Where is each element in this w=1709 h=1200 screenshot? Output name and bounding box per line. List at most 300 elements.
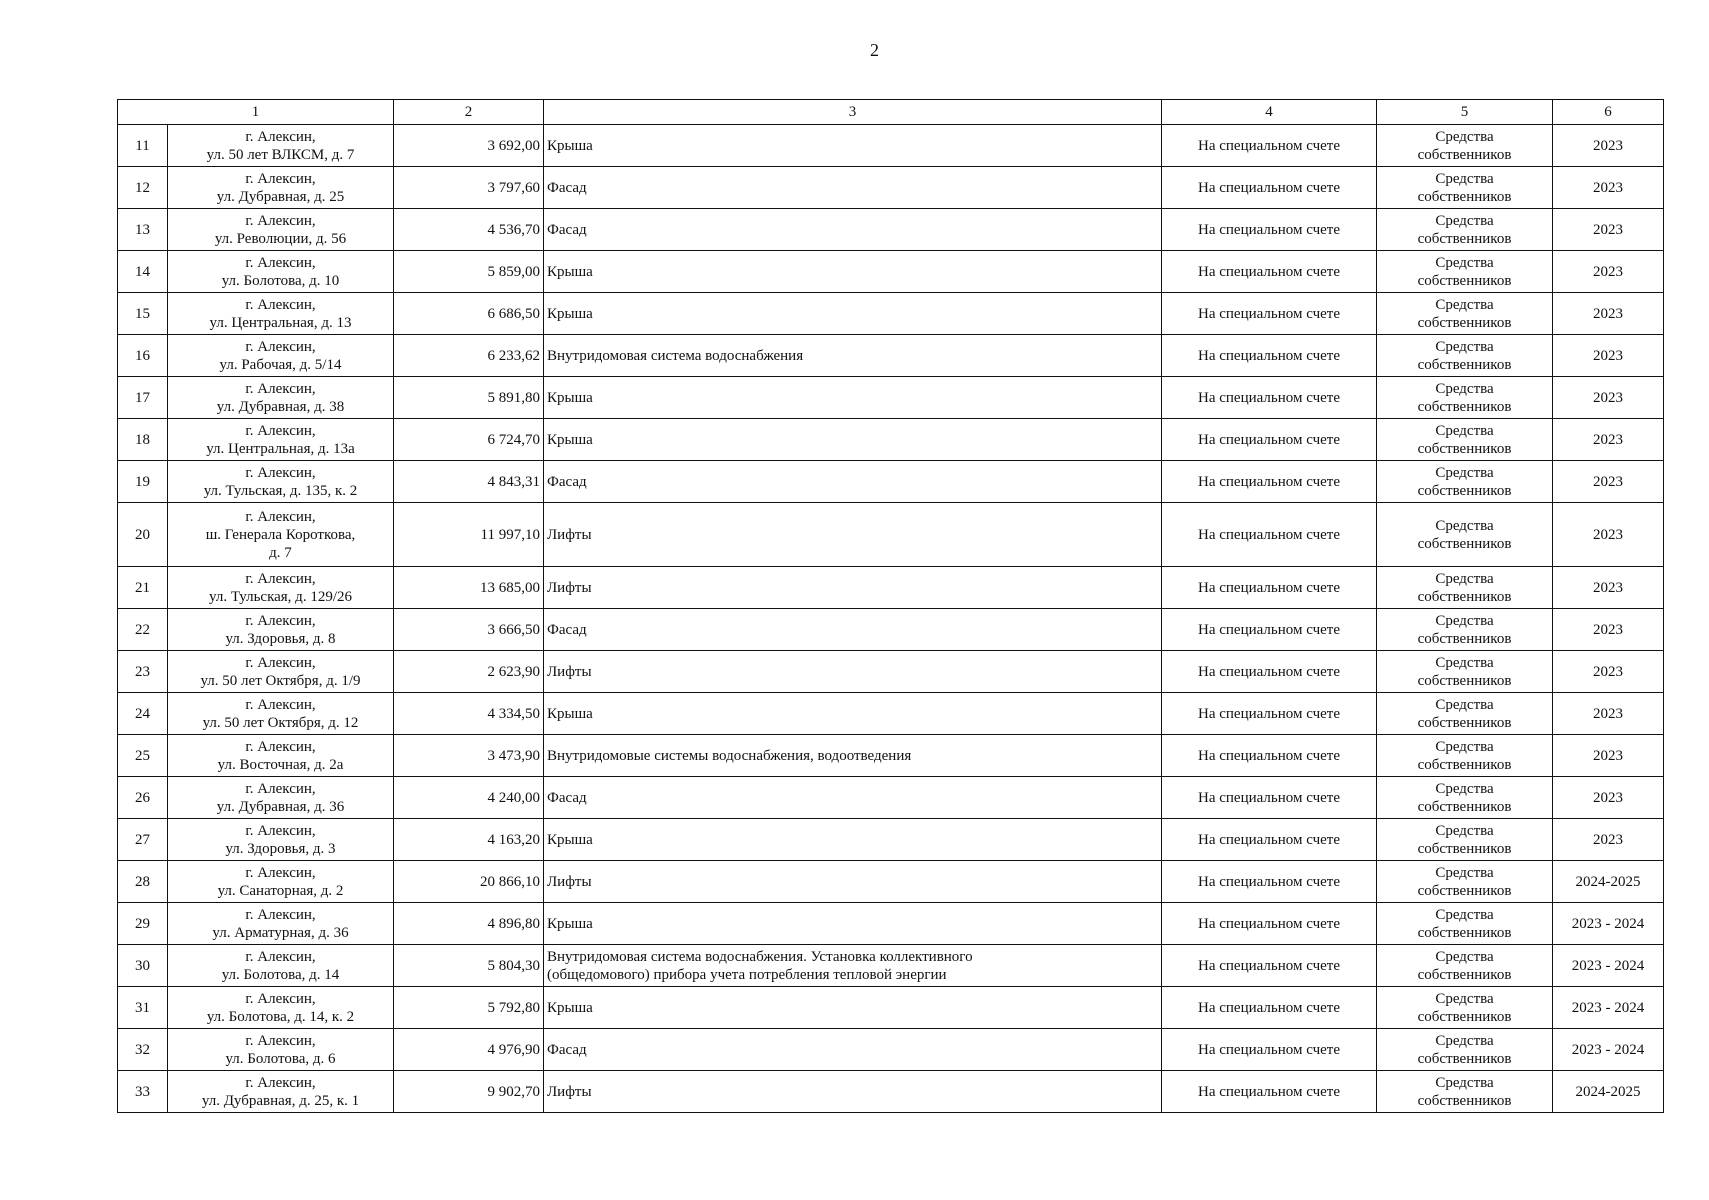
funding-source-line1: Средства: [1435, 1074, 1494, 1091]
address-city: г. Алексин,: [245, 170, 316, 187]
address-street: ул. Тульская, д. 135, к. 2: [203, 482, 358, 499]
row-number-cell: [118, 1071, 168, 1113]
row-number: 17: [135, 389, 150, 406]
funding-source-line1: Средства: [1435, 948, 1494, 965]
cost-value: 6 724,70: [487, 431, 540, 448]
work-type: Лифты: [547, 1083, 592, 1100]
work-type-cell: [544, 293, 1162, 335]
funding-source-cell: [1377, 651, 1553, 693]
fund-method-cell: [1162, 461, 1377, 503]
funding-source-line1: Средства: [1435, 464, 1494, 481]
address-cell: [168, 777, 394, 819]
row-number-cell: [118, 735, 168, 777]
work-type: Внутридомовая система водоснабжения. Установка коллективного: [547, 948, 973, 965]
year-value: 2023: [1593, 263, 1623, 280]
row-number-cell: [118, 861, 168, 903]
cost-cell: [394, 125, 544, 167]
address-city: г. Алексин,: [245, 212, 316, 229]
cost-value: 4 896,80: [487, 915, 540, 932]
cost-cell: [394, 1029, 544, 1071]
row-number-cell: [118, 293, 168, 335]
funding-source-line1: Средства: [1435, 212, 1494, 229]
address-street: ул. Тульская, д. 129/26: [209, 588, 352, 605]
address-city: г. Алексин,: [245, 906, 316, 923]
table-row: [118, 819, 1664, 861]
row-number-cell: [118, 651, 168, 693]
year-cell: [1553, 819, 1664, 861]
row-number-cell: [118, 945, 168, 987]
year-cell: [1553, 293, 1664, 335]
funding-source-line1: Средства: [1435, 1032, 1494, 1049]
year-cell: [1553, 167, 1664, 209]
column-number-row: [118, 100, 1664, 125]
work-type: Крыша: [547, 915, 593, 932]
cost-value: 5 804,30: [487, 957, 540, 974]
address-cell: [168, 377, 394, 419]
year-cell: [1553, 461, 1664, 503]
year-value: 2023 - 2024: [1571, 915, 1645, 932]
cost-cell: [394, 377, 544, 419]
row-number-cell: [118, 209, 168, 251]
cost-value: 6 686,50: [487, 305, 540, 322]
work-type-cell: [544, 1071, 1162, 1113]
cost-value: 4 976,90: [487, 1041, 540, 1058]
row-number-cell: [118, 693, 168, 735]
work-type-cell: [544, 903, 1162, 945]
cost-value: 4 163,20: [487, 831, 540, 848]
year-cell: [1553, 1029, 1664, 1071]
year-value: 2023: [1593, 579, 1623, 596]
work-type: Фасад: [547, 221, 587, 238]
cost-cell: [394, 651, 544, 693]
cost-cell: [394, 293, 544, 335]
cost-cell: [394, 209, 544, 251]
fund-method-cell: [1162, 209, 1377, 251]
work-type-cell: [544, 777, 1162, 819]
fund-method: На специальном счете: [1197, 831, 1340, 848]
work-type-cell: [544, 567, 1162, 609]
address-cell: [168, 819, 394, 861]
address-cell: [168, 651, 394, 693]
funding-source-line1: Средства: [1435, 906, 1494, 923]
cost-value: 3 692,00: [487, 137, 540, 154]
table-row: [118, 567, 1664, 609]
work-type-cell: [544, 651, 1162, 693]
address-city: г. Алексин,: [245, 570, 316, 587]
address-city: г. Алексин,: [245, 696, 316, 713]
year-value: 2023: [1593, 305, 1623, 322]
cost-cell: [394, 419, 544, 461]
funding-source-cell: [1377, 377, 1553, 419]
address-street: ул. Центральная, д. 13: [209, 314, 352, 331]
row-number: 15: [135, 305, 150, 322]
cost-value: 2 623,90: [487, 663, 540, 680]
funding-source-cell: [1377, 777, 1553, 819]
year-cell: [1553, 251, 1664, 293]
fund-method: На специальном счете: [1197, 789, 1340, 806]
fund-method-cell: [1162, 693, 1377, 735]
work-type: Крыша: [547, 831, 593, 848]
funding-source-line2: собственников: [1417, 314, 1512, 331]
column-header-1: 1: [118, 100, 394, 125]
address-cell: [168, 903, 394, 945]
row-number: 33: [135, 1083, 150, 1100]
work-type-cell: [544, 861, 1162, 903]
cost-cell: [394, 1071, 544, 1113]
row-number: 14: [135, 263, 150, 280]
cost-cell: [394, 819, 544, 861]
address-cell: [168, 1029, 394, 1071]
fund-method-cell: [1162, 777, 1377, 819]
address-street: ул. Санаторная, д. 2: [217, 882, 344, 899]
year-cell: [1553, 419, 1664, 461]
work-type: Фасад: [547, 179, 587, 196]
year-cell: [1553, 987, 1664, 1029]
funding-source-line2: собственников: [1417, 482, 1512, 499]
address-city: г. Алексин,: [245, 1032, 316, 1049]
row-number-cell: [118, 335, 168, 377]
table-row: [118, 209, 1664, 251]
address-street: ул. Здоровья, д. 8: [225, 630, 336, 647]
fund-method-cell: [1162, 419, 1377, 461]
row-number: 24: [135, 705, 150, 722]
funding-source-line2: собственников: [1417, 672, 1512, 689]
cost-cell: [394, 945, 544, 987]
fund-method-cell: [1162, 167, 1377, 209]
cost-value: 5 792,80: [487, 999, 540, 1016]
funding-source-cell: [1377, 567, 1553, 609]
table-row: [118, 1029, 1664, 1071]
address-street: ул. Рабочая, д. 5/14: [219, 356, 342, 373]
fund-method: На специальном счете: [1197, 221, 1340, 238]
funding-source-line1: Средства: [1435, 612, 1494, 629]
table-row: [118, 461, 1664, 503]
cost-value: 9 902,70: [487, 1083, 540, 1100]
address-street: ул. 50 лет ВЛКСМ, д. 7: [206, 146, 355, 163]
year-value: 2023: [1593, 526, 1623, 543]
funding-source-cell: [1377, 861, 1553, 903]
work-type-cell: [544, 335, 1162, 377]
fund-method: На специальном счете: [1197, 347, 1340, 364]
address-street: ул. Арматурная, д. 36: [212, 924, 349, 941]
fund-method: На специальном счете: [1197, 873, 1340, 890]
year-cell: [1553, 609, 1664, 651]
year-cell: [1553, 209, 1664, 251]
table-row: [118, 1071, 1664, 1113]
funding-source-line2: собственников: [1417, 230, 1512, 247]
column-header-3: 3: [544, 100, 1162, 125]
row-number: 26: [135, 789, 150, 806]
table-row: [118, 293, 1664, 335]
funding-source-cell: [1377, 167, 1553, 209]
row-number: 12: [135, 179, 150, 196]
year-cell: [1553, 1071, 1664, 1113]
work-type-cell: [544, 251, 1162, 293]
address-city: г. Алексин,: [245, 508, 316, 525]
funding-source-line1: Средства: [1435, 738, 1494, 755]
work-type: Фасад: [547, 621, 587, 638]
cost-cell: [394, 335, 544, 377]
address-street-cont: д. 7: [269, 544, 292, 561]
row-number: 31: [135, 999, 150, 1016]
funding-source-line1: Средства: [1435, 128, 1494, 145]
funding-source-cell: [1377, 461, 1553, 503]
address-cell: [168, 693, 394, 735]
work-type: Крыша: [547, 389, 593, 406]
cost-cell: [394, 903, 544, 945]
year-value: 2023 - 2024: [1571, 1041, 1645, 1058]
funding-source-cell: [1377, 609, 1553, 651]
funding-source-line2: собственников: [1417, 146, 1512, 163]
year-value: 2023: [1593, 179, 1623, 196]
address-city: г. Алексин,: [245, 864, 316, 881]
funding-source-cell: [1377, 1071, 1553, 1113]
work-type-cell: [544, 419, 1162, 461]
year-value: 2023: [1593, 473, 1623, 490]
work-type: Внутридомовые системы водоснабжения, водоотведения: [547, 747, 912, 764]
funding-source-line1: Средства: [1435, 380, 1494, 397]
fund-method: На специальном счете: [1197, 705, 1340, 722]
funding-source-line2: собственников: [1417, 630, 1512, 647]
funding-source-line1: Средства: [1435, 517, 1494, 534]
address-city: г. Алексин,: [245, 948, 316, 965]
funding-source-line2: собственников: [1417, 588, 1512, 605]
address-city: г. Алексин,: [245, 128, 316, 145]
funding-source-cell: [1377, 209, 1553, 251]
funding-source-cell: [1377, 819, 1553, 861]
address-city: г. Алексин,: [245, 990, 316, 1007]
funding-source-cell: [1377, 293, 1553, 335]
address-cell: [168, 419, 394, 461]
address-city: г. Алексин,: [245, 338, 316, 355]
row-number-cell: [118, 377, 168, 419]
year-value: 2023: [1593, 431, 1623, 448]
repair-schedule-table: [117, 99, 1664, 1113]
work-type-cell: [544, 461, 1162, 503]
fund-method: На специальном счете: [1197, 305, 1340, 322]
funding-source-line1: Средства: [1435, 296, 1494, 313]
table-row: [118, 861, 1664, 903]
funding-source-line1: Средства: [1435, 990, 1494, 1007]
year-cell: [1553, 777, 1664, 819]
year-value: 2024-2025: [1575, 1083, 1641, 1100]
funding-source-line1: Средства: [1435, 338, 1494, 355]
address-street: ул. Болотова, д. 14: [221, 966, 340, 983]
cost-cell: [394, 567, 544, 609]
address-city: г. Алексин,: [245, 254, 316, 271]
address-street: ул. Болотова, д. 6: [225, 1050, 336, 1067]
cost-cell: [394, 609, 544, 651]
fund-method: На специальном счете: [1197, 137, 1340, 154]
row-number: 28: [135, 873, 150, 890]
table-row: [118, 651, 1664, 693]
cost-cell: [394, 693, 544, 735]
row-number: 16: [135, 347, 150, 364]
funding-source-line2: собственников: [1417, 398, 1512, 415]
fund-method: На специальном счете: [1197, 747, 1340, 764]
address-city: г. Алексин,: [245, 380, 316, 397]
work-type: Фасад: [547, 473, 587, 490]
fund-method-cell: [1162, 735, 1377, 777]
row-number: 32: [135, 1041, 150, 1058]
table-row: [118, 419, 1664, 461]
column-header-5: 5: [1377, 100, 1553, 125]
row-number: 19: [135, 473, 150, 490]
address-cell: [168, 567, 394, 609]
year-value: 2023: [1593, 747, 1623, 764]
fund-method: На специальном счете: [1197, 579, 1340, 596]
fund-method: На специальном счете: [1197, 389, 1340, 406]
funding-source-cell: [1377, 251, 1553, 293]
work-type-cell: [544, 693, 1162, 735]
fund-method: На специальном счете: [1197, 431, 1340, 448]
work-type-cell: [544, 819, 1162, 861]
year-value: 2023: [1593, 389, 1623, 406]
cost-value: 5 859,00: [487, 263, 540, 280]
funding-source-line2: собственников: [1417, 966, 1512, 983]
funding-source-line1: Средства: [1435, 654, 1494, 671]
row-number: 21: [135, 579, 150, 596]
address-street: ул. Революции, д. 56: [214, 230, 347, 247]
fund-method-cell: [1162, 861, 1377, 903]
year-cell: [1553, 903, 1664, 945]
funding-source-line1: Средства: [1435, 254, 1494, 271]
year-cell: [1553, 861, 1664, 903]
work-type: Крыша: [547, 305, 593, 322]
funding-source-cell: [1377, 1029, 1553, 1071]
fund-method-cell: [1162, 609, 1377, 651]
cost-cell: [394, 987, 544, 1029]
cost-value: 3 473,90: [487, 747, 540, 764]
year-cell: [1553, 503, 1664, 567]
address-cell: [168, 461, 394, 503]
table-row: [118, 987, 1664, 1029]
table-row: [118, 251, 1664, 293]
work-type: Крыша: [547, 137, 593, 154]
work-type-cell: [544, 503, 1162, 567]
work-type: Лифты: [547, 579, 592, 596]
fund-method: На специальном счете: [1197, 1083, 1340, 1100]
table-row: [118, 693, 1664, 735]
year-value: 2023: [1593, 831, 1623, 848]
address-city: г. Алексин,: [245, 654, 316, 671]
fund-method-cell: [1162, 903, 1377, 945]
row-number-cell: [118, 903, 168, 945]
work-type: Лифты: [547, 873, 592, 890]
year-cell: [1553, 335, 1664, 377]
address-cell: [168, 167, 394, 209]
address-cell: [168, 503, 394, 567]
address-cell: [168, 1071, 394, 1113]
row-number: 22: [135, 621, 150, 638]
fund-method: На специальном счете: [1197, 263, 1340, 280]
row-number-cell: [118, 419, 168, 461]
table-row: [118, 945, 1664, 987]
funding-source-line1: Средства: [1435, 780, 1494, 797]
work-type-cell: [544, 1029, 1162, 1071]
cost-value: 4 843,31: [487, 473, 540, 490]
funding-source-line1: Средства: [1435, 822, 1494, 839]
funding-source-line1: Средства: [1435, 864, 1494, 881]
address-city: г. Алексин,: [245, 822, 316, 839]
cost-value: 6 233,62: [487, 347, 540, 364]
funding-source-line1: Средства: [1435, 696, 1494, 713]
address-street: ул. Дубравная, д. 38: [216, 398, 345, 415]
funding-source-cell: [1377, 335, 1553, 377]
address-street: ул. Болотова, д. 14, к. 2: [206, 1008, 355, 1025]
year-cell: [1553, 377, 1664, 419]
row-number: 20: [135, 526, 150, 543]
cost-value: 4 240,00: [487, 789, 540, 806]
table-row: [118, 167, 1664, 209]
address-cell: [168, 987, 394, 1029]
work-type: Лифты: [547, 663, 592, 680]
address-city: г. Алексин,: [245, 296, 316, 313]
address-street: ш. Генерала Короткова,: [205, 526, 356, 543]
work-type-cell: [544, 945, 1162, 987]
work-type: Крыша: [547, 705, 593, 722]
address-city: г. Алексин,: [245, 464, 316, 481]
cost-cell: [394, 735, 544, 777]
funding-source-cell: [1377, 987, 1553, 1029]
row-number: 25: [135, 747, 150, 764]
year-value: 2023 - 2024: [1571, 957, 1645, 974]
column-header-4: 4: [1162, 100, 1377, 125]
fund-method: На специальном счете: [1197, 1041, 1340, 1058]
row-number-cell: [118, 777, 168, 819]
fund-method-cell: [1162, 377, 1377, 419]
fund-method-cell: [1162, 335, 1377, 377]
work-type: Фасад: [547, 1041, 587, 1058]
fund-method: На специальном счете: [1197, 915, 1340, 932]
address-cell: [168, 735, 394, 777]
funding-source-cell: [1377, 735, 1553, 777]
funding-source-line2: собственников: [1417, 1008, 1512, 1025]
address-cell: [168, 251, 394, 293]
funding-source-line2: собственников: [1417, 924, 1512, 941]
row-number-cell: [118, 609, 168, 651]
year-cell: [1553, 945, 1664, 987]
row-number-cell: [118, 1029, 168, 1071]
funding-source-line2: собственников: [1417, 756, 1512, 773]
cost-cell: [394, 251, 544, 293]
work-type-cell: [544, 735, 1162, 777]
work-type-cell: [544, 987, 1162, 1029]
work-type-cell: [544, 209, 1162, 251]
address-street: ул. Дубравная, д. 36: [216, 798, 345, 815]
funding-source-line2: собственников: [1417, 535, 1512, 552]
year-value: 2023: [1593, 221, 1623, 238]
fund-method-cell: [1162, 503, 1377, 567]
work-type: Крыша: [547, 431, 593, 448]
address-street: ул. 50 лет Октября, д. 1/9: [200, 672, 361, 689]
funding-source-cell: [1377, 503, 1553, 567]
year-cell: [1553, 651, 1664, 693]
funding-source-cell: [1377, 693, 1553, 735]
fund-method-cell: [1162, 945, 1377, 987]
fund-method: На специальном счете: [1197, 473, 1340, 490]
address-cell: [168, 293, 394, 335]
address-street: ул. Восточная, д. 2а: [217, 756, 344, 773]
work-type: Фасад: [547, 789, 587, 806]
funding-source-line2: собственников: [1417, 188, 1512, 205]
cost-cell: [394, 861, 544, 903]
table-row: [118, 125, 1664, 167]
year-value: 2023: [1593, 621, 1623, 638]
address-street: ул. Дубравная, д. 25: [216, 188, 345, 205]
year-value: 2023 - 2024: [1571, 999, 1645, 1016]
address-city: г. Алексин,: [245, 422, 316, 439]
